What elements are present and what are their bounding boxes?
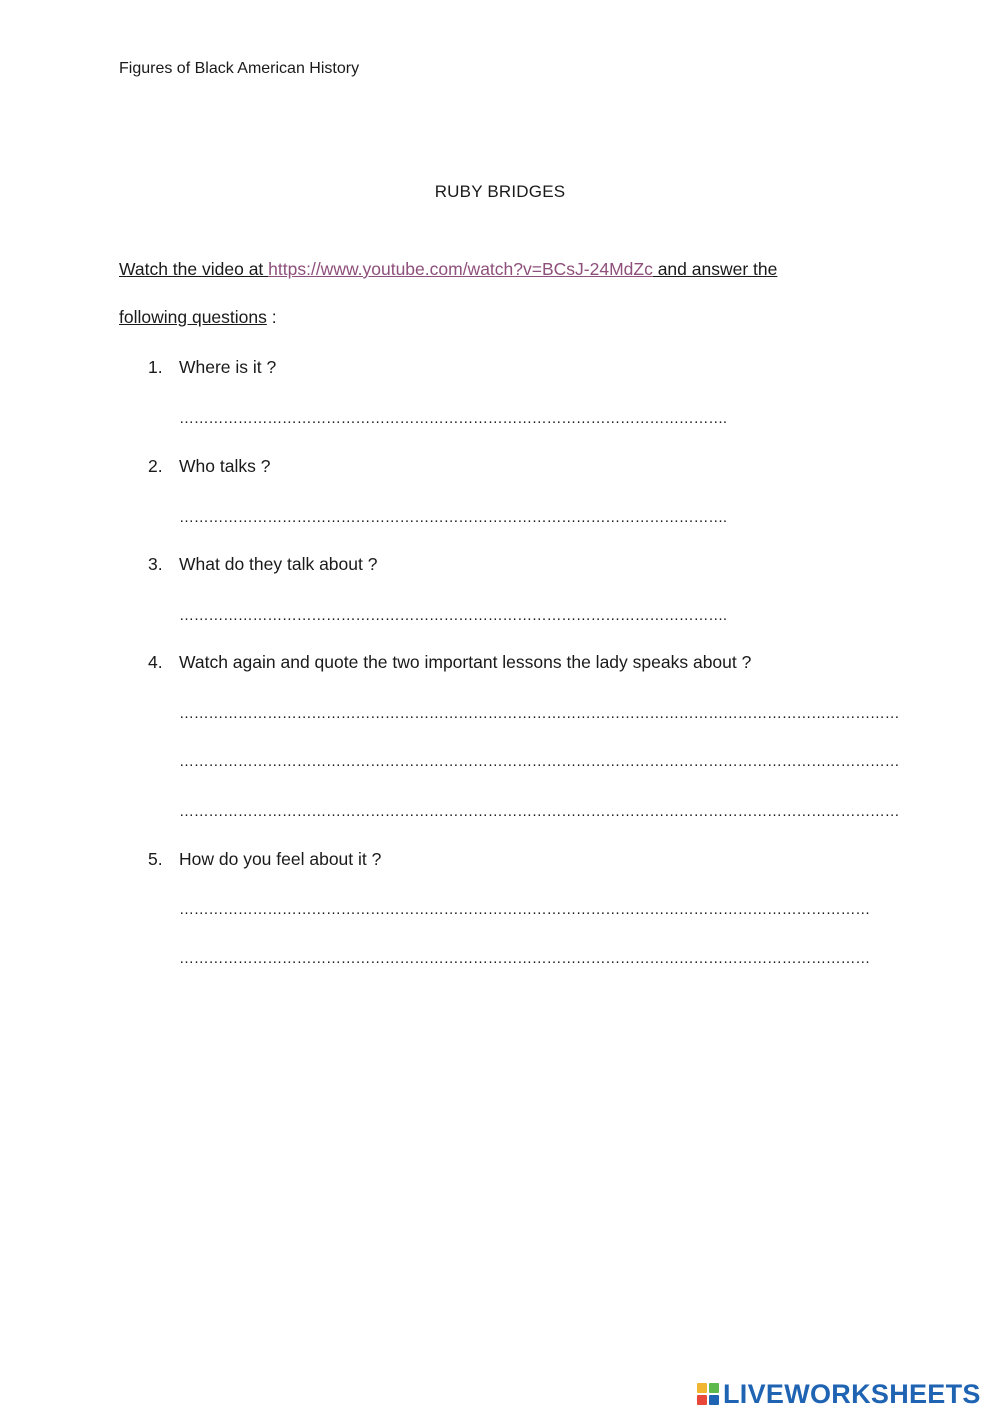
- answer-field-5a[interactable]: ……………………………………………………………………………………………………………………………: [179, 901, 870, 918]
- question-text: What do they talk about ?: [179, 554, 378, 574]
- question-1: [148, 357, 276, 378]
- question-text: Where is it ?: [179, 357, 277, 377]
- logo-square: [709, 1383, 719, 1393]
- question-text: How do you feel about it ?: [179, 849, 382, 869]
- question-2: [148, 456, 270, 477]
- question-5: [148, 849, 381, 870]
- instructions: [119, 245, 839, 341]
- question-text: Watch again and quote the two important lessons the lady speaks about ?: [179, 652, 752, 672]
- liveworksheets-logo[interactable]: [697, 1379, 981, 1409]
- instructions-prefix: Watch the video at: [119, 259, 269, 279]
- question-number: 4.: [148, 652, 163, 672]
- answer-field-2[interactable]: ………………………………………………………………………………………………….: [179, 509, 727, 526]
- document-title: RUBY BRIDGES: [434, 182, 566, 201]
- question-number: 5.: [148, 849, 163, 869]
- video-link[interactable]: https://www.youtube.com/watch?v=BCsJ-24MdZc: [268, 259, 653, 279]
- question-3: [148, 554, 377, 575]
- logo-square: [697, 1395, 707, 1405]
- question-number: 1.: [148, 357, 163, 377]
- answer-field-1[interactable]: ………………………………………………………………………………………………….: [179, 410, 727, 427]
- answer-field-4b[interactable]: …………………………………………………………………………………………………………………………………: [179, 753, 900, 770]
- liveworksheets-logo-icon: [697, 1383, 719, 1405]
- logo-text: LIVEWORKSHEETS: [723, 1378, 981, 1409]
- answer-field-4c[interactable]: …………………………………………………………………………………………………………………………………: [179, 803, 900, 820]
- instructions-line2-tail: :: [266, 307, 277, 327]
- answer-field-3[interactable]: ………………………………………………………………………………………………….: [179, 607, 727, 624]
- instructions-suffix: and answer the: [652, 259, 778, 279]
- question-number: 2.: [148, 456, 163, 476]
- answer-field-5b[interactable]: ……………………………………………………………………………………………………………………………: [179, 950, 870, 967]
- instructions-line2: following questions: [119, 307, 267, 327]
- header-title: Figures of Black American History: [119, 60, 360, 77]
- logo-square: [709, 1395, 719, 1405]
- question-4: [148, 652, 751, 673]
- answer-field-4a[interactable]: …………………………………………………………………………………………………………………………………: [179, 705, 900, 722]
- question-number: 3.: [148, 554, 163, 574]
- logo-square: [697, 1383, 707, 1393]
- question-text: Who talks ?: [179, 456, 271, 476]
